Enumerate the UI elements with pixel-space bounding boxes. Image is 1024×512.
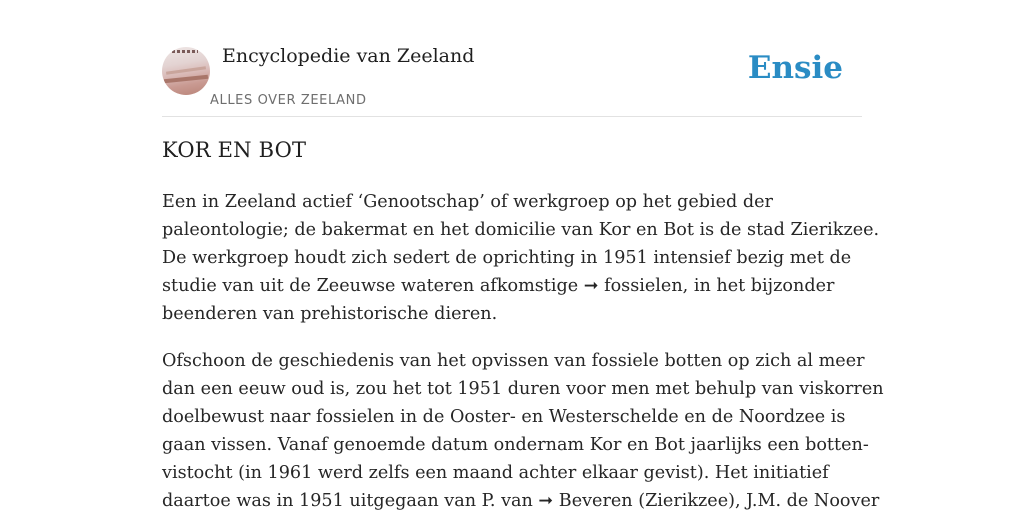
site-title[interactable]: Encyclopedie van Zeeland — [222, 45, 475, 67]
paragraph-line: vistocht (in 1961 werd zelfs een maand achter elkaar gevist). Het initiatief — [162, 463, 829, 483]
article-title: KOR EN BOT — [162, 138, 307, 162]
paragraph-line: doelbewust naar fossielen in de Ooster- en Westerschelde en de Noordzee is — [162, 407, 846, 427]
avatar-detail — [172, 50, 198, 53]
paragraph-line: daartoe was in 1951 uitgegaan van P. van ➞ Beveren (Zierikzee), J.M. de Noover — [162, 491, 880, 511]
site-subtitle: ALLES OVER ZEELAND — [210, 93, 367, 108]
site-avatar[interactable] — [162, 47, 210, 95]
brand-logo-link[interactable]: Ensie — [747, 50, 843, 86]
paragraph-line: Ofschoon de geschiedenis van het opvissen van fossiele botten op zich al meer — [162, 351, 865, 371]
article — [162, 138, 884, 512]
paragraph-line: studie van uit de Zeeuwse wateren afkomstige ➞ fossielen, in het bijzonder — [162, 276, 835, 296]
avatar-detail — [164, 75, 208, 84]
paragraph-line: De werkgroep houdt zich sedert de oprichting in 1951 intensief bezig met de — [162, 248, 852, 268]
avatar-detail — [166, 66, 206, 75]
paragraph-line: dan een eeuw oud is, zou het tot 1951 duren voor men met behulp van viskorren — [162, 379, 884, 399]
site-header — [162, 0, 862, 117]
paragraph-line: gaan vissen. Vanaf genoemde datum ondernam Kor en Bot jaarlijks een botten- — [162, 435, 869, 455]
paragraph-line: beenderen van prehistorische dieren. — [162, 304, 498, 324]
paragraph-line: Een in Zeeland actief ‘Genootschap’ of werkgroep op het gebied der — [162, 192, 773, 212]
article-paragraph — [162, 188, 880, 328]
paragraph-line: paleontologie; de bakermat en het domicilie van Kor en Bot is de stad Zierikzee. — [162, 220, 880, 240]
article-paragraph — [162, 347, 884, 512]
